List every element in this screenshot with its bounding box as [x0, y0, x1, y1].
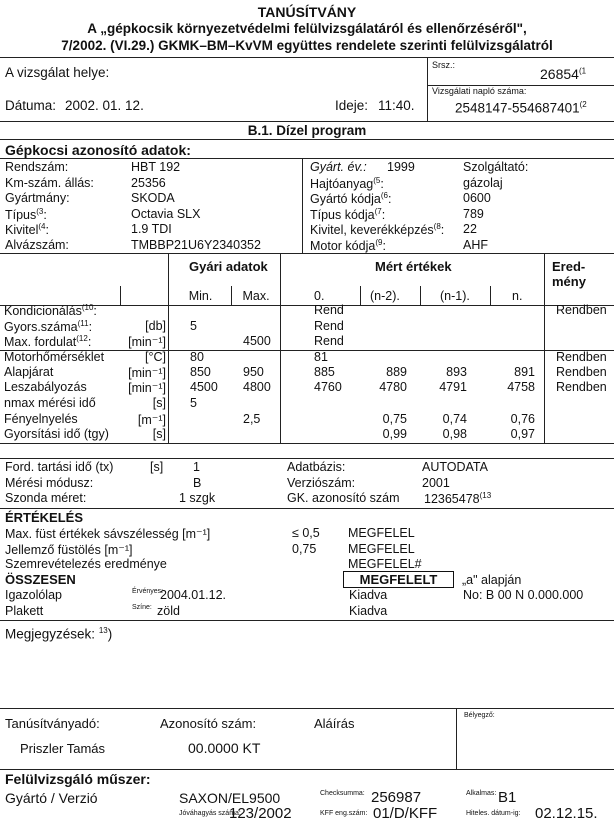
maker-value: SAXON/EL9500 [179, 790, 281, 806]
measurement-unit: [s] [152, 396, 166, 410]
header-line-2: 7/2002. (VI.29.) GKMK–BM–KvVM együttes rendelete szerinti felülvizsgálatról [61, 38, 553, 53]
result-header: Ered- [552, 259, 586, 274]
eval-title: ÉRTÉKELÉS [5, 510, 84, 525]
vehicle-left-label: Kivitel$^{(4}$: [5, 222, 49, 238]
vehicle-left-label: Rendszám: [5, 160, 69, 174]
measurement-unit: [s] [152, 427, 166, 441]
igazolo-label: Igazolólap [5, 588, 62, 602]
col-min: Min. [188, 289, 213, 303]
measurement-n1: 0,74 [442, 412, 467, 426]
measurement-result: Rendben [556, 365, 607, 379]
factory-data-header: Gyári adatok [189, 259, 268, 274]
measurement-n0: Rend [314, 334, 344, 348]
srsz-value: 26854$^{(1}$ [540, 66, 587, 82]
header-line-1: A „gépkocsik környezetvédelmi felülvizsgálatáról és ellenőrzéséről", [87, 21, 527, 36]
log-label: Vizsgálati napló száma: [432, 86, 527, 96]
checksum-value: 256987 [371, 789, 422, 806]
col-n: n. [512, 289, 523, 303]
vehicle-right-label: Gyárt. év.: [310, 160, 367, 174]
eval-label: Jellemző füstölés [m⁻¹] [5, 542, 133, 557]
vehicle-right-label: Típus kódja$^{(7}$: [310, 206, 386, 222]
vehicle-left-label: Típus$^{(3}$: [5, 206, 47, 222]
info-right-value: 2001 [422, 475, 450, 490]
measurement-min: 80 [190, 350, 204, 364]
measurement-label: nmax mérési idő [4, 396, 96, 410]
measurement-max: 2,5 [243, 412, 261, 426]
certifier-id-label: Azonosító szám: [160, 716, 257, 731]
col-max: Max. [242, 289, 270, 303]
measurement-label: Max. fordulat$^{(12}$: [4, 334, 92, 350]
place-label: A vizsgálat helye: [5, 65, 110, 80]
measurement-unit: [db] [145, 319, 166, 333]
vehicle-right-label: Motor kódja$^{(9}$: [310, 237, 386, 253]
ervenyes-label: Érvényes: [132, 588, 164, 595]
maker-label: Gyártó / Verzió [5, 790, 98, 806]
vehicle-right-label: Gyártó kódja$^{(6}$: [310, 191, 392, 207]
vehicle-left-value: Octavia SLX [131, 206, 201, 221]
measurement-min: 850 [190, 365, 211, 379]
eval-value: 0,75 [292, 541, 317, 556]
measurement-n: 0,97 [510, 427, 535, 441]
measurement-n0: 885 [314, 365, 335, 379]
info-left-label: Ford. tartási idő (tx) [5, 460, 114, 474]
instrument-title: Felülvizsgáló műszer: [5, 771, 151, 787]
measurement-min: 5 [190, 319, 197, 333]
measurement-unit: [°C] [145, 350, 166, 364]
program-title: B.1. Dízel program [247, 123, 367, 138]
eval-value: ≤ 0,5 [292, 526, 320, 540]
measurement-label: Leszabályozás [4, 380, 87, 394]
certifier-id-value: 00.0000 KT [188, 740, 261, 756]
kiadva-2: Kiadva [349, 604, 388, 618]
provider-label: Szolgáltató: [463, 160, 529, 174]
info-right-value: 12365478$^{(13}$ [424, 491, 492, 507]
measurement-min: 5 [190, 396, 197, 410]
measurement-n: 891 [514, 365, 535, 379]
date-label: Dátuma: [5, 98, 57, 113]
eval-result: MEGFELEL [348, 526, 415, 540]
measurement-n2: 889 [386, 365, 407, 379]
measurement-n0: Rend [314, 303, 344, 317]
measurement-n: 4758 [507, 380, 535, 394]
plakett-label: Plakett [5, 604, 44, 618]
info-right-label: Verziószám: [287, 475, 356, 490]
vehicle-left-value: 1.9 TDI [131, 222, 172, 236]
vehicle-right-value: 22 [463, 222, 477, 236]
summary-basis: „a" alapján [462, 573, 522, 587]
info-left-value: 1 szgk [179, 491, 216, 505]
info-left-value: B [193, 475, 202, 490]
measurement-n1: 893 [446, 365, 467, 379]
vehicle-left-value: 25356 [131, 175, 166, 190]
alkalmas-value: B1 [498, 789, 517, 806]
measurement-result: Rendben [556, 350, 607, 364]
measurement-unit: [m⁻¹] [137, 413, 166, 427]
measurement-n2: 0,75 [382, 412, 407, 426]
measurement-label: Kondicionálás$^{(10}$: [4, 303, 97, 319]
measurement-label: Alapjárat [4, 365, 54, 379]
measurement-n0: 4760 [314, 380, 342, 394]
info-right-label: Adatbázis: [287, 460, 346, 474]
summary-title: ÖSSZESEN [5, 572, 76, 587]
srsz-label: Srsz.: [432, 60, 456, 70]
summary-result: MEGFELELT [359, 572, 438, 587]
measurement-min: 4500 [190, 380, 218, 394]
eval-label: Max. füst értékek sávszélesség [m⁻¹] [5, 527, 211, 541]
certificate-no: No: B 00 N 0.000.000 [463, 588, 584, 602]
log-value: 2548147-554687401$^{(2}$ [455, 100, 587, 116]
vehicle-left-value: HBT 192 [131, 160, 181, 174]
jovahagyas-label: Jóváhagyás száma: [179, 810, 241, 817]
hiteles-value: 02.12.15. [535, 805, 598, 822]
measurement-max: 4500 [243, 334, 271, 348]
vehicle-right-label: Hajtóanyag$^{(5}$: [310, 175, 384, 191]
measurement-label: Gyorsítási idő (tgy) [4, 427, 109, 441]
measurement-result: Rendben [556, 380, 607, 394]
col-n2: (n-2). [370, 289, 400, 303]
time-label: Ideje: [335, 98, 369, 113]
notes-label: Megjegyzések: $^{13}$) [5, 626, 113, 642]
info-left-unit: [s] [150, 460, 164, 474]
measured-values-header: Mért értékek [375, 259, 452, 274]
vehicle-left-value: TMBBP21U6Y2340352 [131, 237, 261, 252]
szine-value: zöld [157, 604, 180, 618]
vehicle-right-value: AHF [463, 237, 488, 252]
measurement-n1: 4791 [439, 380, 467, 394]
eval-result: MEGFELEL [348, 541, 415, 556]
measurement-label: Fényelnyelés [4, 412, 78, 426]
vehicle-left-label: Alvázszám: [5, 237, 69, 252]
vehicle-right-label: Kivitel, keverékképzés$^{(8}$: [310, 222, 445, 238]
eval-label: Szemrevételezés eredménye [5, 557, 167, 571]
vehicle-right-value: 1999 [387, 160, 415, 174]
col-n1: (n-1). [440, 289, 470, 303]
measurement-n2: 4780 [379, 380, 407, 394]
info-right-value: AUTODATA [422, 460, 488, 474]
measurement-n0: 81 [314, 350, 328, 364]
date-value: 2002. 01. 12. [65, 98, 144, 113]
checksum-label: Checksumma: [320, 790, 365, 797]
info-left-value: 1 [193, 460, 200, 474]
measurement-result: Rendben [556, 303, 607, 317]
kiadva-1: Kiadva [349, 588, 388, 602]
measurement-n2: 0,99 [382, 427, 407, 441]
info-left-label: Szonda méret: [5, 491, 87, 505]
measurement-label: Gyors.száma$^{(11}$: [4, 319, 93, 335]
info-right-label: GK. azonosító szám [287, 491, 400, 505]
jovahagyas-value: 123/2002 [229, 805, 292, 822]
vehicle-right-value: 789 [463, 206, 484, 221]
szine-label: Színe: [132, 604, 152, 611]
measurement-max: 950 [243, 365, 264, 379]
signature-label: Aláírás [314, 716, 355, 731]
alkalmas-label: Alkalmas: [466, 790, 497, 797]
eval-result: MEGFELEL# [348, 557, 422, 571]
vehicle-left-value: SKODA [131, 191, 175, 205]
document-title: TANÚSÍTVÁNY [257, 4, 357, 20]
time-value: 11:40. [378, 98, 415, 113]
result-header-2: mény [552, 274, 586, 289]
measurement-unit: [min⁻¹] [128, 335, 166, 349]
vehicle-section-title: Gépkocsi azonosító adatok: [5, 142, 191, 158]
vehicle-left-label: Km-szám. állás: [5, 175, 94, 190]
measurement-unit: [min⁻¹] [128, 381, 166, 395]
col-n0: 0. [314, 289, 325, 303]
measurement-n1: 0,98 [442, 427, 467, 441]
measurement-unit: [min⁻¹] [128, 366, 166, 380]
vehicle-left-label: Gyártmány: [5, 191, 70, 205]
ervenyes-value: 2004.01.12. [160, 588, 227, 602]
stamp-label: Bélyegző: [464, 712, 495, 719]
kff-value: 01/D/KFF [373, 805, 438, 822]
certifier-name: Priszler Tamás [20, 741, 106, 756]
vehicle-right-value: 0600 [463, 191, 491, 205]
info-left-label: Mérési módusz: [5, 475, 94, 490]
measurement-max: 4800 [243, 380, 271, 394]
certifier-label: Tanúsítványadó: [5, 716, 100, 731]
kff-label: KFF eng.szám: [320, 810, 368, 817]
measurement-label: Motorhőmérséklet [4, 350, 105, 364]
measurement-n0: Rend [314, 319, 344, 333]
hiteles-label: Hiteles. dátum-ig: [466, 810, 521, 817]
vehicle-right-value: gázolaj [463, 175, 503, 190]
measurement-n: 0,76 [510, 412, 535, 426]
